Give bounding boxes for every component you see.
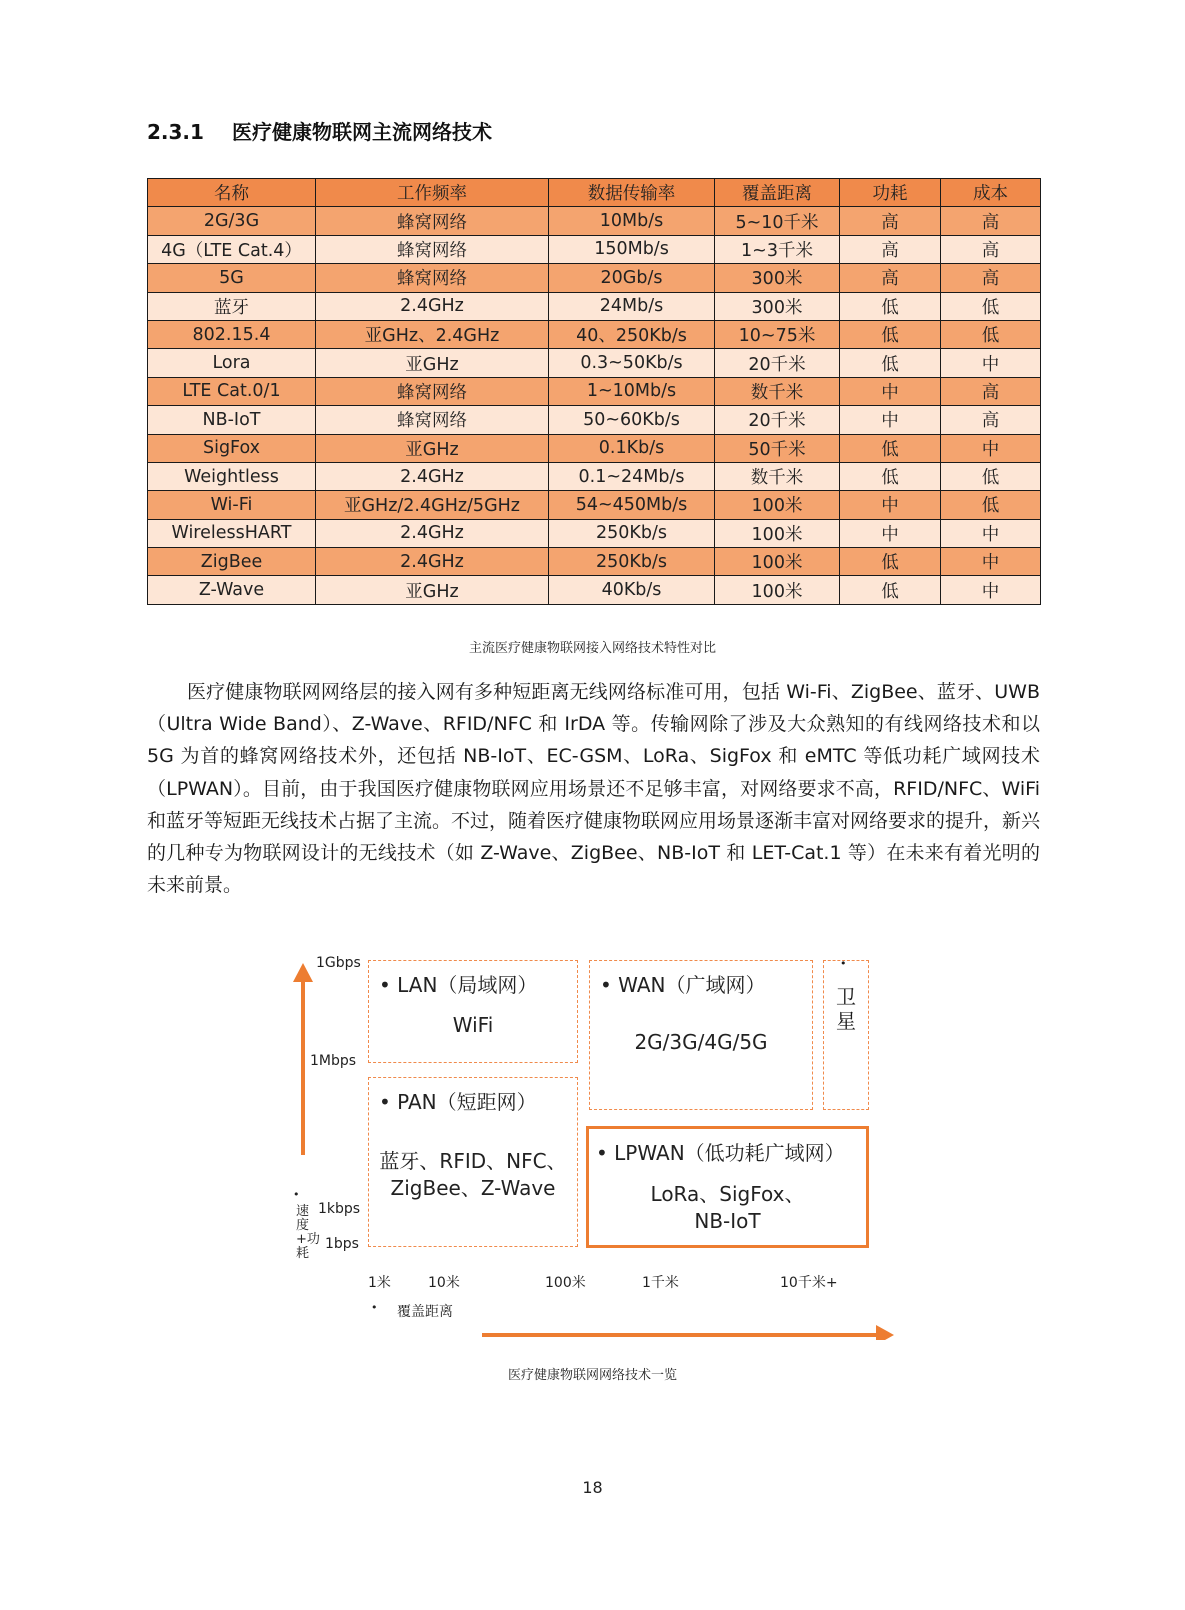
table-cell: 300米 [715, 292, 840, 320]
table-cell: 低 [941, 320, 1041, 348]
col-header: 数据传输率 [549, 179, 715, 207]
x-tick: 1千米 [642, 1275, 679, 1291]
pan-body: 蓝牙、RFID、NFC、ZigBee、Z-Wave [379, 1149, 567, 1200]
table-cell: 高 [941, 207, 1041, 235]
table-cell: 10Mb/s [549, 207, 715, 235]
table-cell: Z-Wave [148, 576, 316, 604]
table-row [148, 434, 1041, 462]
table-row [148, 491, 1041, 519]
satellite-title: 卫星 [836, 985, 856, 1033]
table-cell: 高 [941, 377, 1041, 405]
table-cell: 蜂窝网络 [316, 377, 549, 405]
table-cell: 0.1Kb/s [549, 434, 715, 462]
table-cell: 2G/3G [148, 207, 316, 235]
table-cell: 数千米 [715, 462, 840, 490]
table-cell: 2.4GHz [316, 519, 549, 547]
table-cell: 亚GHz [316, 434, 549, 462]
pan-bullet: • [379, 1090, 391, 1114]
lpwan-box [586, 1126, 869, 1248]
wan-bullet: • [600, 973, 612, 997]
table-row [148, 207, 1041, 235]
table-row [148, 406, 1041, 434]
table-cell: 低 [840, 320, 941, 348]
table-cell: 蜂窝网络 [316, 235, 549, 263]
table-cell: 高 [941, 264, 1041, 292]
lan-body: WiFi [452, 1013, 494, 1037]
lan-bullet: • [379, 973, 391, 997]
y-tick: 1Mbps [310, 1053, 357, 1069]
pan-box [368, 1077, 578, 1247]
table-cell: 亚GHz/2.4GHz/5GHz [316, 491, 549, 519]
table-cell: NB-IoT [148, 406, 316, 434]
table-cell: Lora [148, 349, 316, 377]
table-cell: 中 [941, 548, 1041, 576]
table-cell: 高 [840, 264, 941, 292]
table-cell: 低 [840, 292, 941, 320]
table-cell: 蜂窝网络 [316, 264, 549, 292]
table-row [148, 320, 1041, 348]
table-cell: 0.3~50Kb/s [549, 349, 715, 377]
table-cell: 低 [941, 292, 1041, 320]
x-arrow-head [876, 1325, 894, 1340]
section-number: 2.3.1 [147, 120, 204, 144]
table-row [148, 377, 1041, 405]
table-cell: 5G [148, 264, 316, 292]
table-cell: 20Gb/s [549, 264, 715, 292]
x-tick: 100米 [545, 1275, 586, 1291]
body-paragraph: 医疗健康物联网网络层的接入网有多种短距离无线网络标准可用，包括 Wi-Fi、ZigBee、蓝牙、UWB（Ultra Wide Band）、Z-Wave、RFID/NFC 和 IrDA 等。传输网除了涉及大众熟知的有线网络技术和以 5G 为首的蜂窝网络技术外，还包括 NB-IoT、EC-GSM、LoRa、SigFox 和 eMTC 等低功耗广域网技术（LPWAN）。目前，由于我国医疗健康物联网应用场景还不足够丰富，对网络要求不高，RFID/NFC、WiFi 和蓝牙等短距无线技术占据了主流。不过，随着医疗健康物联网应用场景逐渐丰富对网络要求的提升，新兴的几种专为物联网设计的无线技术（如 Z-Wave、ZigBee、NB-IoT 和 LET-Cat.1 等）在未来有着光明的未来前景。 [147, 681, 1041, 897]
table-cell: 5~10千米 [715, 207, 840, 235]
table-cell: 低 [840, 548, 941, 576]
lpwan-body: LoRa、SigFox、NB-IoT [650, 1182, 805, 1233]
figure-caption: 医疗健康物联网网络技术一览 [507, 1368, 677, 1383]
table-row [148, 576, 1041, 604]
lan-box [368, 960, 578, 1063]
table-cell: 54~450Mb/s [549, 491, 715, 519]
table-caption: 主流医疗健康物联网接入网络技术特性对比 [468, 641, 716, 656]
table-cell: 中 [941, 434, 1041, 462]
table-cell: 低 [941, 491, 1041, 519]
table-cell: 0.1~24Mb/s [549, 462, 715, 490]
section-heading [147, 116, 492, 145]
table-cell: 300米 [715, 264, 840, 292]
y-tick: 1Gbps [316, 955, 361, 971]
lpwan-title: LPWAN（低功耗广域网） [614, 1141, 845, 1165]
table-cell: 20千米 [715, 349, 840, 377]
table-cell: 150Mb/s [549, 235, 715, 263]
table-row [148, 264, 1041, 292]
table-cell: 100米 [715, 519, 840, 547]
table-cell: 250Kb/s [549, 519, 715, 547]
table-row [148, 519, 1041, 547]
table-cell: ZigBee [148, 548, 316, 576]
table-cell: 100米 [715, 576, 840, 604]
table-cell: 24Mb/s [549, 292, 715, 320]
table-cell: 低 [840, 349, 941, 377]
table-cell: 蓝牙 [148, 292, 316, 320]
technology-comparison-table [147, 178, 1041, 605]
table-cell: 低 [941, 462, 1041, 490]
table-cell: 4G（LTE Cat.4） [148, 235, 316, 263]
table-cell: 20千米 [715, 406, 840, 434]
network-technology-figure [280, 955, 910, 1340]
table-cell: 中 [941, 519, 1041, 547]
satellite-box [823, 957, 869, 1110]
table-cell: 高 [941, 235, 1041, 263]
y-axis-label: 速度+功耗 [296, 1204, 320, 1261]
x-tick: 10米 [428, 1275, 460, 1291]
y-tick: 1kbps [318, 1201, 361, 1217]
x-tick: 1米 [368, 1275, 391, 1291]
page-number: 18 [582, 1478, 603, 1497]
table-cell: 50~60Kb/s [549, 406, 715, 434]
y-axis-bullet: • [293, 1188, 300, 1201]
x-tick: 10千米+ [780, 1275, 838, 1291]
table-cell: 低 [840, 462, 941, 490]
table-row [148, 462, 1041, 490]
table-cell: 中 [840, 406, 941, 434]
table-row [148, 548, 1041, 576]
table-cell: 蜂窝网络 [316, 207, 549, 235]
table-cell: 数千米 [715, 377, 840, 405]
col-header: 名称 [148, 179, 316, 207]
table-cell: 亚GHz、2.4GHz [316, 320, 549, 348]
x-axis-label: 覆盖距离 [397, 1304, 453, 1320]
table-cell: 亚GHz [316, 576, 549, 604]
table-cell: 高 [840, 207, 941, 235]
table-cell: 802.15.4 [148, 320, 316, 348]
table-cell: 中 [941, 349, 1041, 377]
x-axis-bullet: • [371, 1301, 378, 1314]
table-cell: SigFox [148, 434, 316, 462]
table-cell: 蜂窝网络 [316, 406, 549, 434]
satellite-bullet: • [840, 957, 847, 970]
section-title: 医疗健康物联网主流网络技术 [232, 120, 492, 144]
table-cell: 中 [840, 491, 941, 519]
lan-title: LAN（局域网） [397, 973, 538, 997]
table-cell: 1~3千米 [715, 235, 840, 263]
table-row [148, 349, 1041, 377]
y-tick: 1bps [325, 1236, 359, 1252]
table-cell: Weightless [148, 462, 316, 490]
table-cell: 高 [941, 406, 1041, 434]
col-header: 成本 [941, 179, 1041, 207]
col-header: 覆盖距离 [715, 179, 840, 207]
table-cell: WirelessHART [148, 519, 316, 547]
table-cell: 中 [840, 519, 941, 547]
table-cell: 低 [840, 576, 941, 604]
table-cell: 亚GHz [316, 349, 549, 377]
table-cell: 50千米 [715, 434, 840, 462]
table-cell: 低 [840, 434, 941, 462]
table-header-row [148, 179, 1041, 207]
y-arrow-head [293, 963, 313, 982]
table-cell: 10~75米 [715, 320, 840, 348]
wan-title: WAN（广域网） [618, 973, 766, 997]
table-cell: 中 [941, 576, 1041, 604]
table-row [148, 292, 1041, 320]
table-cell: 2.4GHz [316, 462, 549, 490]
pan-title: PAN（短距网） [397, 1090, 537, 1114]
table-cell: 40、250Kb/s [549, 320, 715, 348]
table-cell: LTE Cat.0/1 [148, 377, 316, 405]
col-header: 工作频率 [316, 179, 549, 207]
table-cell: 2.4GHz [316, 292, 549, 320]
table-cell: 2.4GHz [316, 548, 549, 576]
table-row [148, 235, 1041, 263]
table-cell: 高 [840, 235, 941, 263]
table-cell: 100米 [715, 548, 840, 576]
table-cell: Wi-Fi [148, 491, 316, 519]
wan-box [589, 960, 813, 1110]
table-cell: 100米 [715, 491, 840, 519]
table-cell: 40Kb/s [549, 576, 715, 604]
table-cell: 中 [840, 377, 941, 405]
col-header: 功耗 [840, 179, 941, 207]
lpwan-bullet: • [596, 1141, 608, 1165]
wan-body: 2G/3G/4G/5G [634, 1030, 768, 1054]
table-cell: 1~10Mb/s [549, 377, 715, 405]
table-cell: 250Kb/s [549, 548, 715, 576]
